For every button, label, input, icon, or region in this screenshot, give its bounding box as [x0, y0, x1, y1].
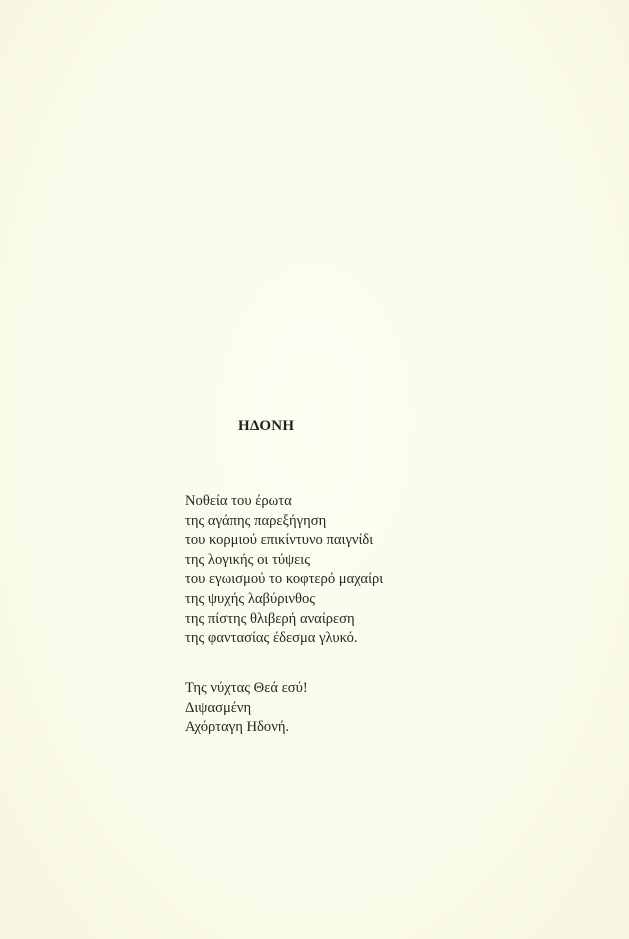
poem-line: του εγωισμού το κοφτερό μαχαίρι — [185, 571, 384, 588]
poem-line: της πίστης θλιβερή αναίρεση — [185, 610, 355, 627]
poem-stanza-1 — [185, 492, 383, 649]
poem-line: της λογικής οι τύψεις — [185, 551, 311, 568]
poem-line: Διψασμένη — [185, 699, 252, 716]
poem-stanza-2 — [185, 679, 308, 738]
poem-line: της φαντασίας έδεσμα γλυκό. — [185, 630, 358, 647]
poem-line: της ψυχής λαβύρινθος — [185, 590, 316, 607]
poem-line: του κορμιού επικίντυνο παιγνίδι — [185, 532, 374, 549]
poem-line: Νοθεία του έρωτα — [185, 493, 292, 509]
poem-line: Της νύχτας Θεά εσύ! — [185, 680, 308, 696]
poem-line: της αγάπης παρεξήγηση — [185, 512, 327, 529]
poem-title: ΗΔΟΝΗ — [238, 418, 295, 434]
poem-line: Αχόρταγη Ηδονή. — [185, 719, 290, 736]
